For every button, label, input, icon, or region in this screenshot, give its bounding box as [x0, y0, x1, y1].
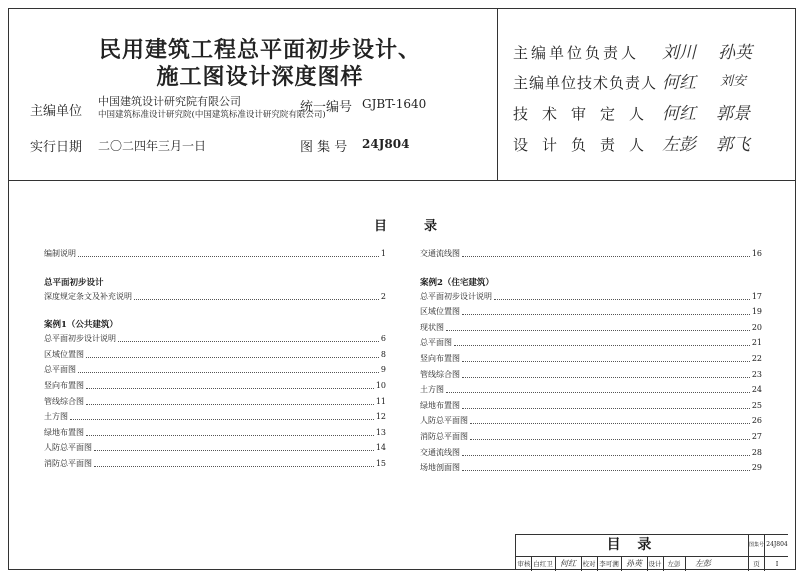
toc-leader-dots	[118, 332, 379, 342]
toc-section-heading: 案例1（公共建筑）	[44, 320, 118, 331]
toc-leader-dots	[462, 305, 750, 315]
atlas-label: 图 集 号	[300, 140, 348, 155]
toc-leader-dots	[94, 457, 374, 467]
toc-entry-page: 23	[751, 369, 762, 379]
tb-cell-line	[685, 556, 686, 571]
toc-leader-dots	[134, 290, 379, 300]
toc-entry-name: 消防总平面图	[420, 432, 468, 441]
date-value: 二〇二四年三月一日	[98, 139, 207, 153]
code-label: 统一编号	[300, 100, 353, 115]
toc-entry-name: 交通流线图	[420, 447, 460, 457]
tb-page-label: 页	[753, 560, 760, 568]
toc-entry-name: 现状图	[420, 322, 444, 332]
org-label: 主编单位	[30, 104, 83, 119]
signature: 刘川	[662, 43, 696, 63]
role-label-chief: 主编单位负责人	[513, 44, 640, 62]
date-label: 实行日期	[30, 140, 83, 155]
toc-entry-page: 20	[751, 322, 762, 332]
org-line-2: 中国建筑标准设计研究院(中国建筑标准设计研究院有限公司)	[98, 110, 326, 120]
toc-entry[interactable]	[44, 247, 386, 261]
tb-cell-line	[597, 556, 598, 571]
toc-entry-page: 17	[751, 291, 762, 301]
toc-leader-dots	[78, 247, 379, 257]
toc-entry[interactable]	[44, 332, 386, 346]
toc-entry-name: 交通流线图	[420, 249, 460, 258]
tb-check-label: 校对	[582, 560, 596, 568]
toc-leader-dots	[462, 399, 750, 409]
toc-leader-dots	[470, 414, 750, 424]
toc-entry-page: 2	[380, 291, 386, 301]
toc-section-heading: 总平面初步设计	[44, 277, 104, 288]
toc-entry[interactable]	[44, 441, 386, 455]
toc-title-left: 目	[374, 219, 388, 234]
toc-section-heading: 案例2（住宅建筑）	[420, 277, 494, 288]
toc-entry-name: 土方图	[420, 385, 444, 395]
toc-entry-name: 总平面图	[420, 338, 452, 348]
toc-entry-name: 总平面图	[44, 365, 76, 375]
toc-leader-dots	[86, 379, 374, 389]
tb-atlas-label: 图集号	[749, 542, 765, 548]
toc-entry-page: 6	[380, 334, 386, 344]
signature: 左彭	[662, 135, 696, 155]
header-vertical-divider	[497, 8, 498, 180]
toc-entry-name: 区域位置图	[44, 349, 84, 359]
toc-leader-dots	[494, 290, 750, 300]
toc-leader-dots	[70, 410, 374, 420]
header-divider	[8, 180, 796, 181]
toc-entry[interactable]	[420, 461, 762, 475]
signature: 孙英	[718, 43, 752, 63]
signature: 郭飞	[716, 135, 750, 155]
toc-entry-name: 绿地布置图	[420, 400, 460, 410]
toc-entry-name: 区域位置图	[420, 307, 460, 317]
signature: 何红	[662, 73, 696, 93]
toc-entry-page: 8	[380, 349, 386, 359]
toc-entry[interactable]	[44, 457, 386, 471]
role-label-design-lead: 设计负责人	[513, 136, 659, 154]
toc-entry-page: 24	[751, 385, 762, 395]
toc-title-right: 录	[424, 219, 438, 234]
toc-leader-dots	[86, 426, 374, 436]
toc-leader-dots	[462, 446, 750, 456]
toc-entry-page: 21	[751, 338, 762, 348]
toc-entry-page: 19	[751, 307, 762, 317]
toc-entry-page: 16	[751, 249, 762, 258]
toc-entry[interactable]	[44, 410, 386, 424]
toc-entry-name: 管线综合图	[44, 396, 84, 406]
signature: 郭景	[716, 104, 750, 124]
toc-leader-dots	[470, 430, 750, 440]
toc-entry[interactable]	[420, 383, 762, 397]
toc-entry[interactable]	[420, 247, 762, 261]
toc-entry[interactable]	[44, 395, 386, 409]
toc-entry-page: 25	[751, 400, 762, 410]
toc-entry[interactable]	[420, 305, 762, 319]
toc-entry-page: 22	[751, 354, 762, 363]
toc-entry[interactable]	[44, 363, 386, 377]
toc-leader-dots	[462, 352, 750, 362]
toc-entry-page: 28	[751, 447, 762, 457]
tb-check-name: 李可溯	[599, 560, 619, 568]
tb-cell-line	[663, 556, 664, 571]
toc-entry-name: 总平面初步设计说明	[44, 334, 116, 344]
signature: 刘安	[720, 74, 747, 89]
toc-entry[interactable]	[420, 352, 762, 366]
tb-design-name: 左彭	[667, 560, 681, 568]
signature: 左彭	[695, 559, 711, 568]
toc-leader-dots	[86, 395, 374, 405]
toc-entry-page: 14	[375, 443, 386, 453]
tb-review-label: 审核	[517, 560, 531, 568]
toc-entry[interactable]	[44, 426, 386, 440]
toc-entry-page: 10	[375, 381, 386, 390]
toc-leader-dots	[78, 363, 379, 373]
toc-entry[interactable]	[420, 414, 762, 428]
toc-entry-name: 土方图	[44, 412, 68, 422]
signature: 何红	[560, 559, 576, 568]
toc-entry-name: 人防总平面图	[420, 416, 468, 426]
toc-entry-name: 竖向布置图	[420, 354, 460, 363]
tb-cell-line	[555, 556, 556, 571]
toc-leader-dots	[94, 441, 374, 451]
toc-entry[interactable]	[44, 379, 386, 393]
toc-entry-name: 消防总平面图	[44, 459, 92, 468]
toc-entry[interactable]	[44, 290, 386, 304]
tb-atlas-value: 24J804	[766, 541, 788, 548]
toc-entry[interactable]	[420, 430, 762, 444]
toc-entry-page: 29	[751, 463, 762, 473]
toc-leader-dots	[86, 348, 379, 358]
tb-page-value: I	[775, 560, 779, 568]
toc-leader-dots	[462, 461, 750, 471]
signature: 何红	[662, 104, 696, 124]
toc-entry-name: 人防总平面图	[44, 443, 92, 453]
toc-leader-dots	[446, 321, 750, 331]
tb-cell-line	[531, 556, 532, 571]
toc-entry-page: 26	[751, 416, 762, 426]
toc-entry[interactable]	[420, 290, 762, 304]
toc-entry-page: 11	[375, 396, 386, 406]
toc-entry[interactable]	[420, 336, 762, 350]
toc-entry-page: 9	[380, 365, 386, 375]
title-block	[515, 534, 788, 570]
title-block-title: 目 录	[606, 537, 658, 553]
atlas-value: 24J804	[362, 137, 410, 151]
role-label-reviewer: 技术审定人	[513, 105, 659, 123]
toc-entry-name: 竖向布置图	[44, 381, 84, 390]
tb-design-label: 设计	[648, 560, 662, 568]
toc-entry-page: 1	[380, 249, 386, 258]
toc-entry-name: 管线综合图	[420, 369, 460, 379]
tb-review-name: 白红卫	[533, 560, 553, 568]
org-line-1: 中国建筑设计研究院有限公司	[98, 95, 241, 108]
toc-entry[interactable]	[420, 399, 762, 413]
toc-entry-page: 13	[375, 427, 386, 437]
tb-cell-line	[581, 556, 582, 571]
code-value: GJBT-1640	[362, 97, 427, 111]
toc-leader-dots	[446, 383, 750, 393]
toc-entry-page: 12	[375, 412, 386, 422]
toc-entry-page: 27	[751, 432, 762, 441]
toc-entry-name: 场地剖面图	[420, 463, 460, 473]
signature: 孙英	[626, 559, 642, 568]
tb-cell-line	[621, 556, 622, 571]
toc-entry-page: 15	[375, 459, 386, 468]
toc-leader-dots	[462, 247, 750, 257]
title-line-1: 民用建筑工程总平面初步设计、	[98, 38, 421, 63]
toc-entry[interactable]	[420, 321, 762, 335]
toc-entry[interactable]	[420, 446, 762, 460]
toc-entry[interactable]	[420, 368, 762, 382]
tb-cell-line	[647, 556, 648, 571]
toc-leader-dots	[462, 368, 750, 378]
toc-entry-name: 编制说明	[44, 249, 76, 258]
toc-entry-name: 深度规定条文及补充说明	[44, 291, 132, 301]
toc-leader-dots	[454, 336, 750, 346]
title-line-2: 施工图设计深度图样	[156, 65, 364, 90]
role-label-tech-chief: 主编单位技术负责人	[513, 74, 658, 92]
toc-entry-name: 绿地布置图	[44, 427, 84, 437]
toc-entry[interactable]	[44, 348, 386, 362]
toc-entry-name: 总平面初步设计说明	[420, 291, 492, 301]
